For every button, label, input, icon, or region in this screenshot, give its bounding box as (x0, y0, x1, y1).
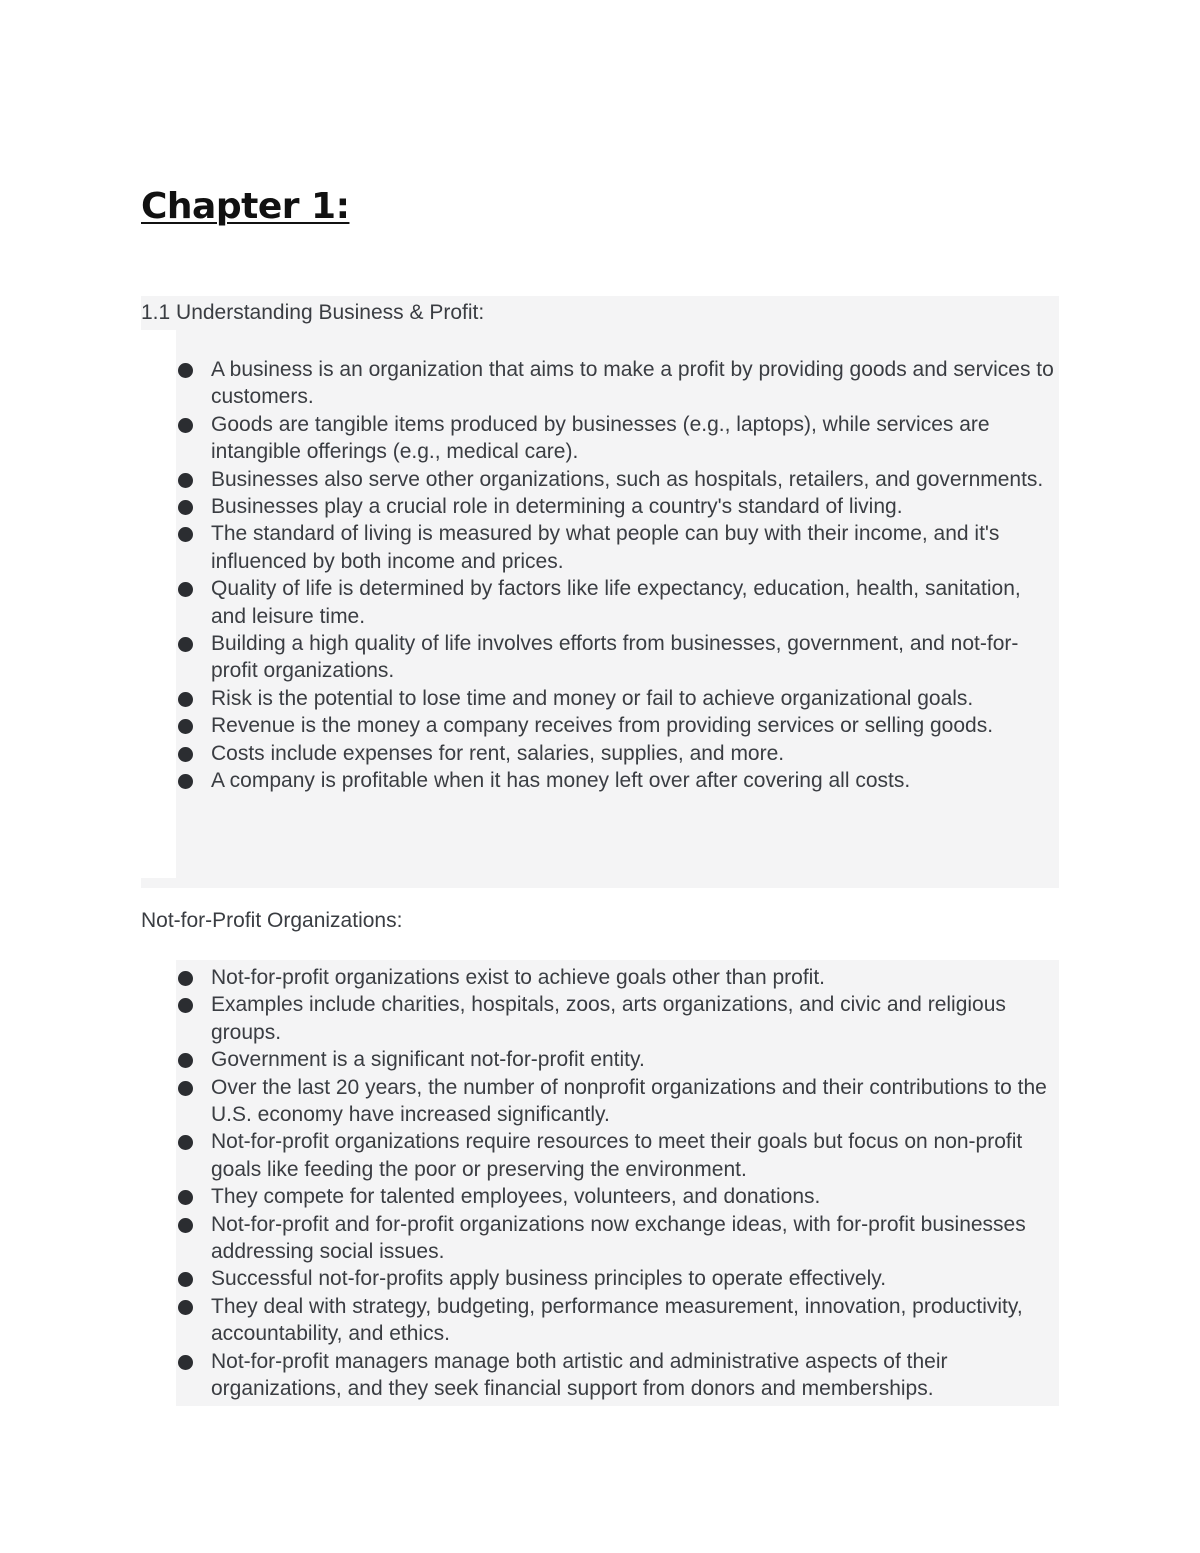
bullet-item (211, 991, 1059, 1046)
bullet-text: The standard of living is measured by what people can buy with their income, and it's influenced by both income and prices. (211, 522, 1000, 573)
bullet-item (211, 964, 1059, 991)
bullet-text: Businesses play a crucial role in determining a country's standard of living. (211, 495, 903, 519)
bullet-text: Goods are tangible items produced by businesses (e.g., laptops), while services are intangible offerings (e.g., medical care). (211, 412, 990, 464)
bullet-dot-icon (178, 971, 193, 986)
bullet-item (211, 1128, 1059, 1183)
bullet-item (211, 493, 1059, 520)
bullet-text: Businesses also serve other organizations, such as hospitals, retailers, and governments. (211, 467, 1044, 491)
bullet-dot-icon (178, 774, 193, 789)
bullet-item (211, 630, 1059, 685)
bullet-item (211, 575, 1059, 630)
bullet-dot-icon (178, 1355, 193, 1370)
bullet-text: Quality of life is determined by factors like life expectancy, education, health, sanitation, and leisure time. (211, 577, 1021, 628)
bullet-item (211, 1074, 1059, 1129)
bullet-dot-icon (178, 637, 193, 652)
bullet-text: Examples include charities, hospitals, zoos, arts organizations, and civic and religious groups. (211, 993, 1006, 1044)
bullet-item (211, 1183, 1059, 1210)
bullet-text: Costs include expenses for rent, salaries, supplies, and more. (211, 741, 785, 765)
bullet-text: Not-for-profit and for-profit organizations now exchange ideas, with for-profit businesses addressing social issues. (211, 1212, 1026, 1264)
bullet-dot-icon (178, 747, 193, 762)
bullet-item (211, 767, 1059, 794)
bullet-text: Government is a significant not-for-profit entity. (211, 1048, 645, 1072)
bullet-dot-icon (178, 1218, 193, 1233)
bullet-text: Building a high quality of life involves efforts from businesses, government, and not-for-profit organizations. (211, 632, 1019, 683)
bullet-text: Not-for-profit organizations exist to achieve goals other than profit. (211, 966, 825, 989)
bullet-item (211, 685, 1059, 712)
bullet-text: They compete for talented employees, volunteers, and donations. (211, 1185, 821, 1209)
bullet-dot-icon (178, 1081, 193, 1096)
bullet-text: Successful not-for-profits apply business principles to operate effectively. (211, 1267, 887, 1291)
bullet-text: Not-for-profit organizations require resources to meet their goals but focus on non-profit goals like feeding the poor or preserving the environment. (211, 1130, 1023, 1181)
bullet-text: Risk is the potential to lose time and money or fail to achieve organizational goals. (211, 686, 974, 710)
bullet-dot-icon (178, 500, 193, 515)
bullet-item (211, 520, 1059, 575)
not-for-profit-bullet-list (211, 964, 1059, 1403)
bullet-text: Not-for-profit managers manage both artistic and administrative aspects of their organizations, and they seek financial support from donors and memberships. (211, 1349, 948, 1401)
bullet-item (211, 466, 1059, 493)
chapter-title: Chapter 1: (141, 186, 350, 227)
bullet-dot-icon (178, 692, 193, 707)
bullet-text: They deal with strategy, budgeting, performance measurement, innovation, productivity, accountability, and ethics. (211, 1294, 1023, 1346)
bullet-item (211, 712, 1059, 739)
business-profit-bullet-list (211, 356, 1059, 795)
bullet-item (211, 1046, 1059, 1073)
bullet-item (211, 1211, 1059, 1266)
bullet-item (211, 356, 1059, 411)
bullet-item (211, 1348, 1059, 1403)
bullet-dot-icon (178, 363, 193, 378)
bullet-item (211, 1293, 1059, 1348)
bullet-text: Revenue is the money a company receives from providing services or selling goods. (211, 714, 994, 738)
bullet-text: Over the last 20 years, the number of nonprofit organizations and their contributions to the U.S. economy have increased significantly. (211, 1075, 1047, 1127)
highlight-background (141, 878, 1059, 888)
section-heading-not-for-profit: Not-for-Profit Organizations: (141, 909, 403, 932)
bullet-text: A business is an organization that aims to make a profit by providing goods and services to customers. (211, 358, 1054, 409)
bullet-item (211, 740, 1059, 767)
bullet-item (211, 1265, 1059, 1292)
bullet-text: A company is profitable when it has money left over after covering all costs. (211, 769, 911, 793)
bullet-dot-icon (178, 473, 193, 488)
bullet-item (211, 411, 1059, 466)
bullet-dot-icon (178, 1300, 193, 1315)
section-heading-business-profit: 1.1 Understanding Business & Profit: (141, 301, 485, 324)
bullet-dot-icon (178, 418, 193, 433)
